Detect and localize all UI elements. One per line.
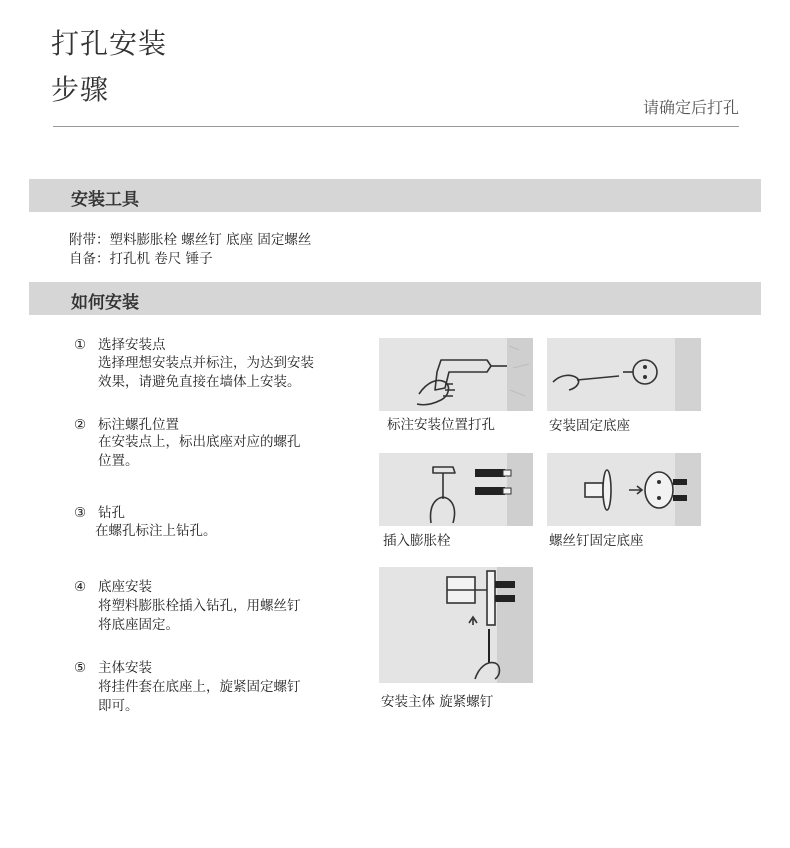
step-2-label: 标注螺孔位置 bbox=[98, 417, 179, 433]
step-5-description: 将挂件套在底座上，旋紧固定螺钉 即可。 bbox=[98, 679, 301, 714]
included-tools: 附带：塑料膨胀栓 螺丝钉 底座 固定螺丝 bbox=[69, 232, 312, 248]
header-divider bbox=[53, 126, 739, 127]
step-1-title bbox=[74, 333, 166, 353]
figure-hammer bbox=[379, 453, 533, 526]
step-2-description: 在安装点上，标出底座对应的螺孔 位置。 bbox=[98, 434, 301, 469]
install-section-header bbox=[29, 282, 761, 315]
drill-icon bbox=[379, 338, 533, 411]
page-title-line2: 步骤 bbox=[51, 73, 110, 106]
figure-screwdriver bbox=[547, 338, 701, 411]
step-3-label: 钻孔 bbox=[98, 505, 125, 521]
page-title: 打孔安装 bbox=[51, 27, 168, 60]
figure-hanger-assembly-caption: 安装主体 旋紧螺钉 bbox=[381, 694, 494, 710]
hanger-assembly-icon bbox=[379, 567, 533, 683]
figure-hammer-caption: 插入膨胀栓 bbox=[383, 533, 451, 549]
figure-base-mount bbox=[547, 453, 701, 526]
tools-section-header bbox=[29, 179, 761, 212]
hammer-icon bbox=[379, 453, 533, 526]
step-4-title bbox=[74, 575, 152, 595]
screwdriver-icon bbox=[547, 338, 701, 411]
figure-base-mount-caption: 螺丝钉固定底座 bbox=[549, 533, 644, 549]
step-3-description: 在螺孔标注上钻孔。 bbox=[95, 523, 217, 539]
step-2-number: ② bbox=[74, 417, 87, 433]
step-5-number: ⑤ bbox=[74, 660, 87, 676]
step-5-title bbox=[74, 656, 152, 676]
tools-heading: 安装工具 bbox=[71, 190, 139, 210]
step-5-label: 主体安装 bbox=[98, 660, 152, 676]
step-1-label: 选择安装点 bbox=[98, 337, 166, 353]
figure-hanger-assembly bbox=[379, 567, 533, 683]
step-2-title bbox=[74, 413, 179, 433]
figure-drill-caption: 标注安装位置打孔 bbox=[387, 417, 495, 433]
step-3-title bbox=[74, 501, 125, 521]
figure-screwdriver-caption: 安装固定底座 bbox=[549, 418, 630, 434]
figure-drill bbox=[379, 338, 533, 411]
step-4-label: 底座安装 bbox=[98, 579, 152, 595]
base-mount-icon bbox=[547, 453, 701, 526]
step-1-description: 选择理想安装点并标注，为达到安装 效果，请避免直接在墙体上安装。 bbox=[98, 355, 314, 390]
self-prepared-tools: 自备：打孔机 卷尺 锤子 bbox=[69, 251, 213, 267]
page-subtitle: 请确定后打孔 bbox=[642, 98, 739, 117]
step-1-number: ① bbox=[74, 337, 87, 353]
step-4-description: 将塑料膨胀栓插入钻孔，用螺丝钉 将底座固定。 bbox=[98, 598, 301, 633]
install-heading: 如何安装 bbox=[71, 293, 139, 313]
step-3-number: ③ bbox=[74, 505, 87, 521]
step-4-number: ④ bbox=[74, 579, 87, 595]
